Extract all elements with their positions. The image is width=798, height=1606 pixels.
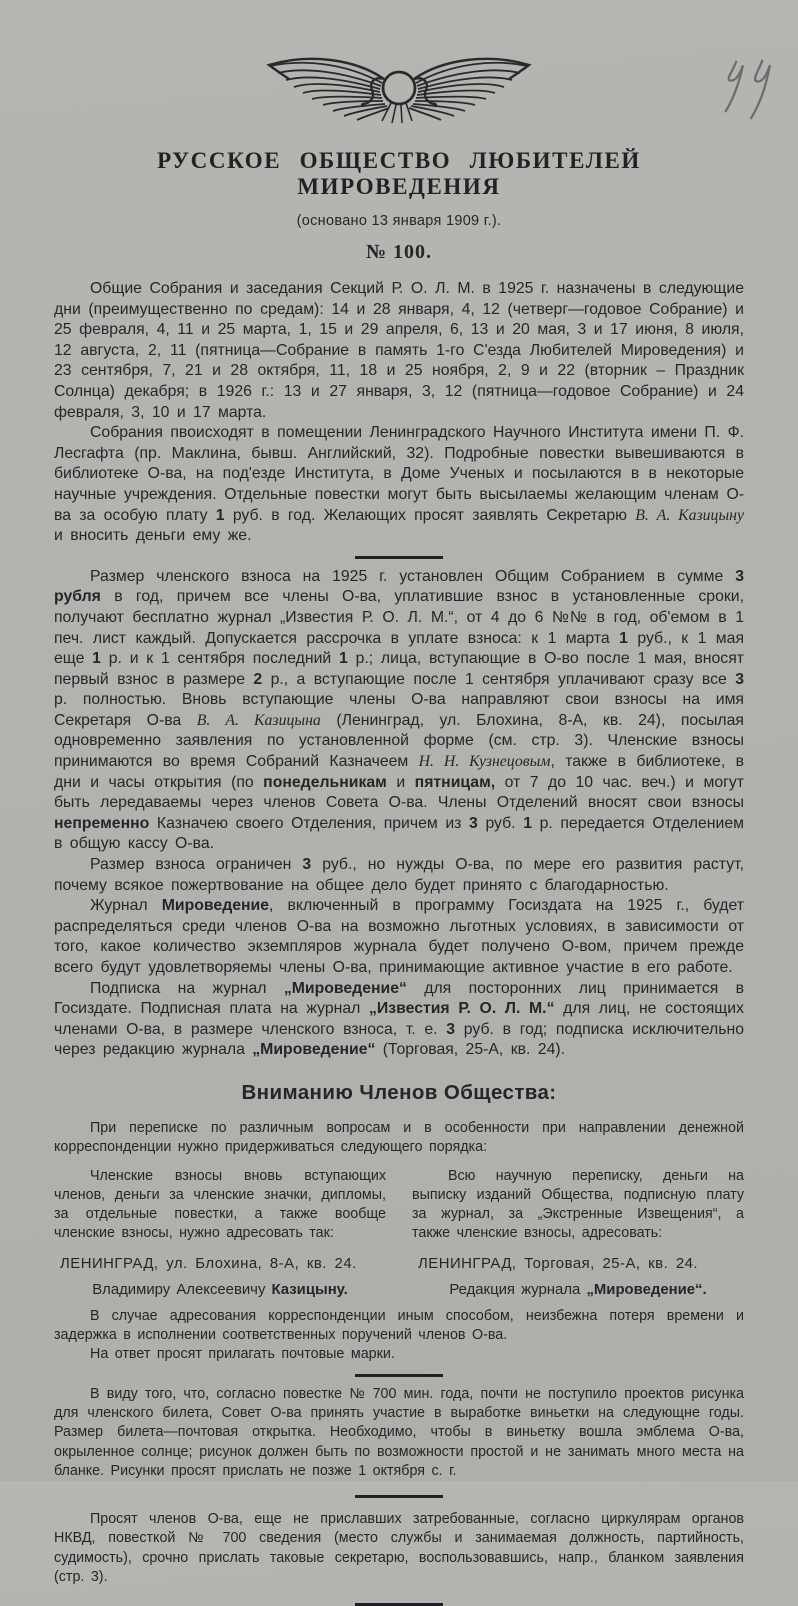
paragraph-membership-fee: Размер членского взноса на 1925 г. установлен Общим Собранием в сумме 3 рубля в год, причем все члены О-ва, уплатившие взнос в установленные сроки, получают бесплатно журнал „Известия Р. О. Л. М.“, от 4 до 6 №№ в год, об'емом в 1 печ. лист каждый. Допускается рассрочка в уплате взноса: к 1 марта 1 руб., к 1 мая еще 1 р. и к 1 сентября последний 1 р.; лица, вступающие в О-во после 1 мая, вносят первый взнос в размере 2 р., а вступающие после 1 сентября уплачивают сразу все 3 р. полностью. Вновь вступающие члены О-ва направляют свои взносы на имя Секретаря О-ва В. А. Казицына (Ленинград, ул. Блохина, 8-А, кв. 24), посылая одновременно заявления по установленной форме (см. стр. 3). Членские взносы принимаются во время Собраний Казначеем Н. Н. Кузнецовым, также в библиотеке, в дни и часы открытия (по понедельникам и пятницам, от 7 до 10 час. веч.) и могут быть лередаваемы через членов Совета О-ва. Члены Отделений вносят свои взносы непременно Казначею своего Отделения, причем из 3 руб. 1 р. передается Отделением в общую кассу О-ва. (54, 567, 745, 853)
paragraph-meeting-place: Собрания пвоисходят в помещении Ленинградского Научного Института имени П. Ф. Лесгафта (пр. Маклина, бывш. Английский, 32). Подробные повестки вывешиваются в библиотеке О-ва, на под'езде Института, в Доме Ученых и посылаются в в некоторые научные учреждения. Отдельные повестки могут быть высылаемы желающим членам О-ва за особую плату 1 руб. в год. Желающих просят заявлять Секретарю В. А. Казицыну и вносить деньги ему же. (54, 424, 744, 545)
section-divider (355, 556, 443, 559)
paragraph-meetings-schedule: Общие Собрания и заседания Секций Р. О. Л. М. в 1925 г. назначены в следующие дни (преимущественно по средам): 14 и 28 января, 4, 12 (четверг—годовое Собрание) и 25 февраля, 4, 11 и 25 марта, 1, 15 и 29 апреля, 6, 13 и 20 мая, 3 и 17 июня, 8 июля, 12 августа, 2, 11 (пятница—Собрание в память 1-го С'езда Любителей Мироведения) и 23 сентября, 7, 21 и 28 октября, 11, 18 и 25 ноября, 2, 9 и 22 (вторник – Праздник Солнца) декабря; в 1926 г.: 13 и 27 января, 3, 12 (пятница—годовое Собрание) и 24 февраля, 3, 10 и 17 марта. (54, 280, 744, 421)
paragraph-vignette-contest: В виду того, что, согласно повестке № 700 мин. года, почти не поступило проектов рисунка для членского билета, Совет О-ва принять участие в выработке виньетки на следующне годы. Размер билета—почтовая открытка. Необходимо, чтобы в виньетку вошла эмблема О-ва, окрыленное солнце; рисунок должен быть по возможности простой и не занимать много места на бланке. Рисунки просят прислать не позже 1 октября с. г. (54, 1385, 744, 1479)
section-divider (355, 1495, 443, 1498)
paragraph-stamps: На ответ просят прилагать почтовые марки. (90, 1346, 395, 1363)
section-divider (355, 1374, 443, 1377)
paragraph-journal-distribution: Журнал Мироведение, включенный в программу Госиздата на 1925 г., будет распределяться среди членов О-ва на возможно льготных условиях, в зависимости от того, какое количество экземпляров журнала будет получено О-вом, причем прежде всего будут удовлетворяемы члены О-ва, принимающие активное участие в его работе. (54, 897, 745, 976)
main-section (54, 279, 744, 1061)
attention-intro: При переписке по различным вопросам и в особенности при направлении денежной корреспонденции нужно придерживаться следующего порядка: (54, 1119, 744, 1156)
address-column-left (54, 1167, 386, 1298)
paragraph-donations: Размер взноса ограничен 3 руб., но нужды О-ва, по мере его развития растут, почему всякое пожертвование на общее дело будет принято с благодарностью. (54, 856, 744, 894)
paragraph-subscription: Подписка на журнал „Мироведение“ для посторонних лиц принимается в Госиздате. Подписная плата на журнал „Известия Р. О. Л. М.“ для лиц, не состоящих членами О-ва, в размере членского взноса, т. е. 3 руб. в год; подписка исключительно через редакцию журнала „Мироведение“ (Торговая, 25-А, кв. 24). (54, 979, 745, 1059)
left-address-line: ЛЕНИНГРАД, ул. Блохина, 8-А, кв. 24. (60, 1255, 357, 1272)
handwritten-mark (715, 52, 786, 133)
right-address-line: ЛЕНИНГРАД, Торговая, 25-А, кв. 24. (418, 1255, 699, 1272)
founded-note: (основано 13 января 1909 г.). (296, 213, 502, 229)
attention-heading: Вниманию Членов Общества: (241, 1080, 557, 1104)
winged-sun-icon (263, 50, 535, 136)
left-column-body: Членские взносы вновь вступающих членов, деньги за членские значки, дипломы, за отдельные повестки, а также вообще членские взносы, нужно адресовать так: (54, 1167, 386, 1242)
left-addressee-name: Владимиру Алексеевичу Казицыну. (92, 1281, 348, 1298)
paragraph-wrong-addressing: В случае адресования корреспонденции иным способом, неизбежна потеря времени и задержка в исполнении соответственных поручений членов О-ва. (54, 1307, 744, 1344)
address-column-right (412, 1167, 744, 1298)
page-title: РУССКОЕ ОБЩЕСТВО ЛЮБИТЕЛЕЙ МИРОВЕДЕНИЯ (157, 148, 641, 199)
handwritten-44-icon (716, 52, 787, 128)
right-addressee-name: Редакция журнала „Мироведение“. (449, 1281, 707, 1298)
attention-section (54, 1119, 744, 1606)
address-columns (54, 1167, 744, 1298)
paragraph-nkvd-request: Просят членов О-ва, еще не приславших затребованные, согласно циркулярам органов НКВД, повесткой № 700 сведения (место службы и занимаемая должность, партийность, судимость), срочно прислать таковые секретарю, воспользовавшись, напр., бланком заявления (стр. 3). (54, 1511, 744, 1586)
society-emblem (54, 50, 744, 136)
right-column-body: Всю научную переписку, деньги на выписку изданий Общества, подписную плату за журнал, за „Экстренные Извещения“, а также членские взносы, адресовать: (412, 1167, 744, 1242)
document-page (0, 50, 798, 1586)
issue-number: № 100. (365, 241, 433, 263)
